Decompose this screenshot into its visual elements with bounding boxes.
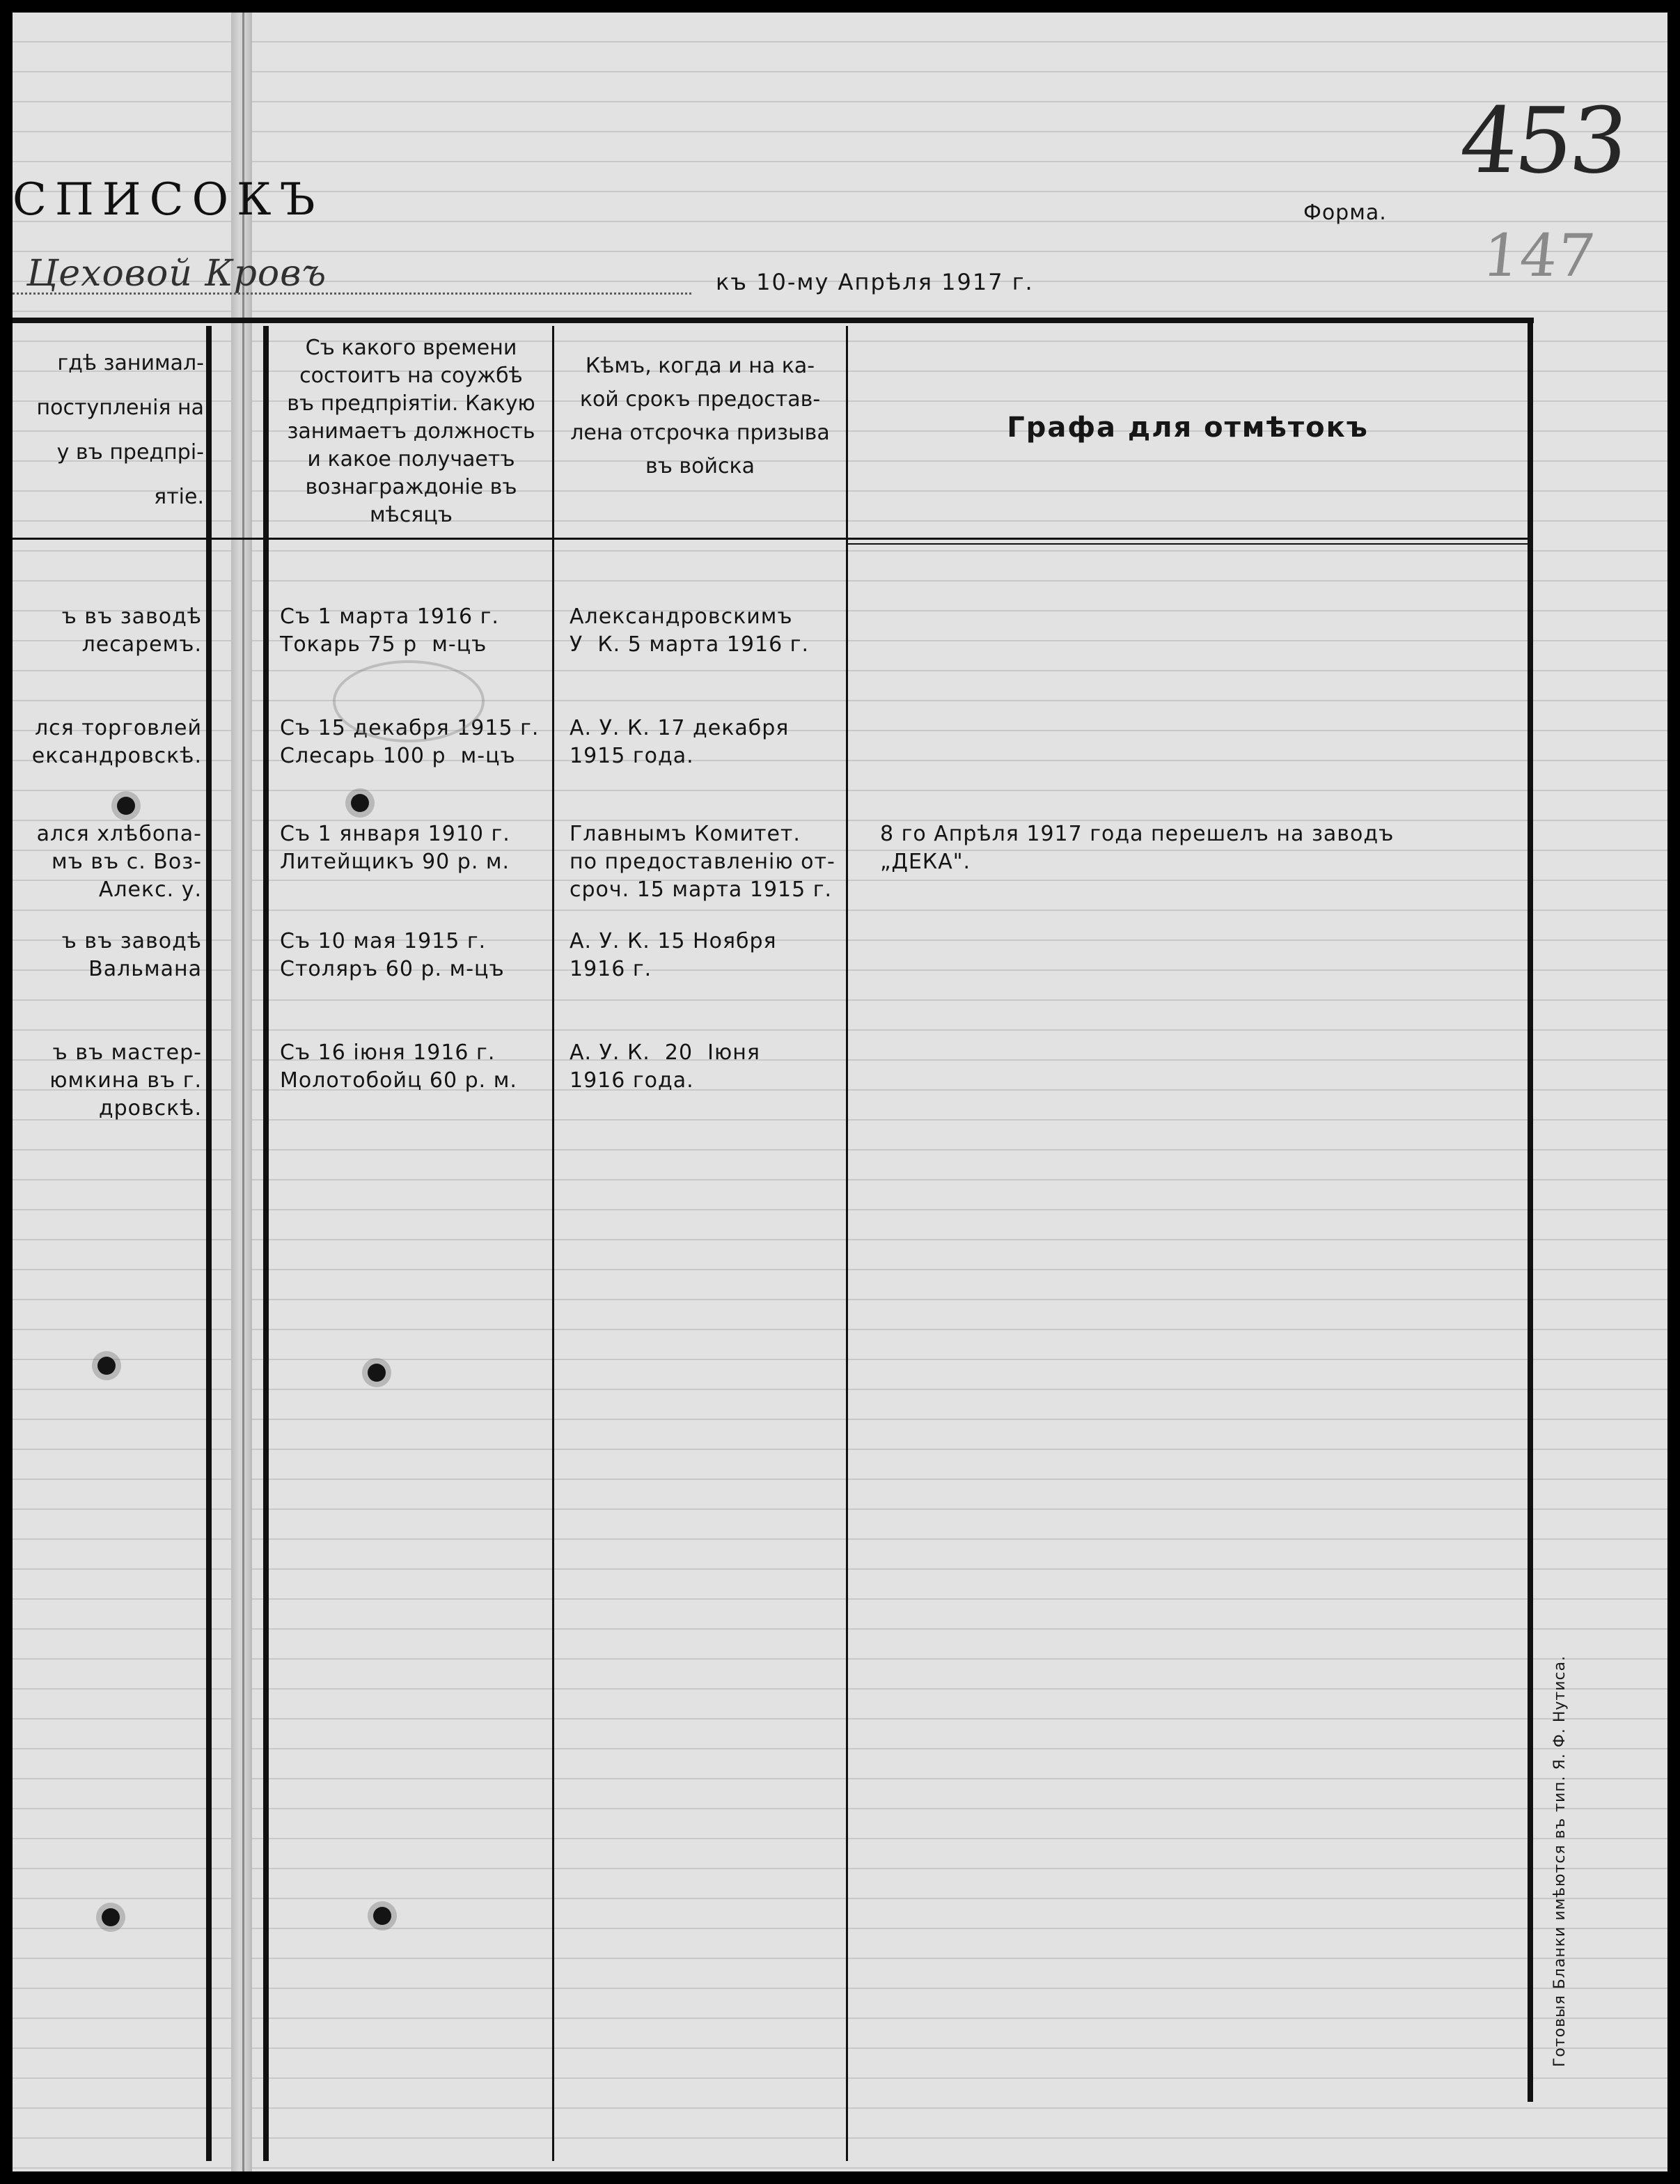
column-rule-3 bbox=[552, 326, 554, 2161]
form-label: Форма. bbox=[1303, 201, 1387, 225]
punch-hole bbox=[373, 1907, 391, 1925]
row-4-prior: ъ въ заводѣ Вальмана bbox=[61, 929, 202, 981]
handwritten-secondary-number: 147 bbox=[1479, 221, 1599, 290]
punch-hole bbox=[97, 1357, 116, 1375]
row-3-service: Съ 1 января 1910 г. Литейщикъ 90 р. м. bbox=[280, 822, 510, 874]
date-line: къ 10-му Апрѣля 1917 г. bbox=[716, 269, 1034, 295]
row-3-prior: ался хлѣбопа- мъ въ с. Воз- Алекс. у. bbox=[36, 822, 202, 902]
punch-hole bbox=[102, 1908, 120, 1926]
fold-crease bbox=[242, 13, 244, 2171]
header-marks-column: Графа для отмѣтокъ bbox=[1007, 412, 1369, 444]
printer-imprint: Готовыя Бланки имѣются въ тип. Я. Ф. Нутиса. bbox=[1551, 1655, 1569, 2067]
row-4-service: Съ 10 мая 1915 г. Столяръ 60 р. м-цъ bbox=[280, 929, 505, 981]
row-3-deferral: Главнымъ Комитет. по предоставленiю от- сроч. 15 марта 1915 г. bbox=[570, 822, 835, 902]
row-1-deferral: Александровскимъ У К. 5 марта 1916 г. bbox=[570, 604, 809, 657]
row-5-prior: ъ въ мастер- юмкина въ г. дровскѣ. bbox=[49, 1040, 202, 1121]
table-top-rule bbox=[13, 318, 1534, 323]
row-1-service: Съ 1 марта 1916 г. Токарь 75 р м-цъ bbox=[280, 604, 499, 657]
column-rule-1 bbox=[206, 326, 212, 2161]
faint-stamp-impression bbox=[333, 660, 485, 742]
row-2-prior: лся торговлей ександровскѣ. bbox=[31, 716, 202, 768]
row-2-service: Съ 15 декабря 1915 г. Слесарь 100 р м-цъ bbox=[280, 716, 540, 768]
column-rule-2 bbox=[263, 326, 269, 2161]
table-right-rule bbox=[1528, 319, 1533, 2102]
header-bottom-rule-inner bbox=[848, 543, 1532, 545]
row-3-notes: 8 го Апрѣля 1917 года перешелъ на заводъ „ДЕКА". bbox=[880, 822, 1395, 874]
page-fold bbox=[231, 13, 252, 2171]
row-4-deferral: А. У. К. 15 Ноября 1916 г. bbox=[570, 929, 777, 981]
document-sheet bbox=[13, 13, 1667, 2171]
list-title: СПИСОКЪ bbox=[13, 174, 324, 226]
row-5-deferral: А. У. К. 20 Iюня 1916 года. bbox=[570, 1040, 760, 1093]
header-service-since: Съ какого времени состоитъ на соужбѣ въ предпрiятiи. Какую занимаетъ должность и какое получаетъ вознаграждонiе въ мѣсяцъ bbox=[287, 336, 535, 527]
punch-hole bbox=[368, 1364, 386, 1382]
punch-hole bbox=[351, 794, 369, 812]
header-prior-employment: гдѣ занимал- поступленiя на у въ предпрi- ятie. bbox=[36, 351, 204, 509]
row-1-prior: ъ въ заводѣ лесаремъ. bbox=[61, 604, 202, 657]
header-deferral: Кѣмъ, когда и на ка- кой срокъ предостав- лена отсрочка призыва въ войска bbox=[570, 354, 830, 478]
dotted-fill-line bbox=[13, 292, 691, 295]
row-2-deferral: А. У. К. 17 декабря 1915 года. bbox=[570, 716, 790, 768]
row-5-service: Съ 16 iюня 1916 г. Молотобойц 60 р. м. bbox=[280, 1040, 517, 1093]
header-bottom-rule bbox=[13, 538, 1532, 540]
punch-hole bbox=[117, 797, 135, 815]
handwritten-folio-number: 453 bbox=[1455, 88, 1631, 194]
handwritten-department: Цеховой Кровъ bbox=[26, 253, 327, 295]
column-rule-4 bbox=[846, 326, 848, 2161]
